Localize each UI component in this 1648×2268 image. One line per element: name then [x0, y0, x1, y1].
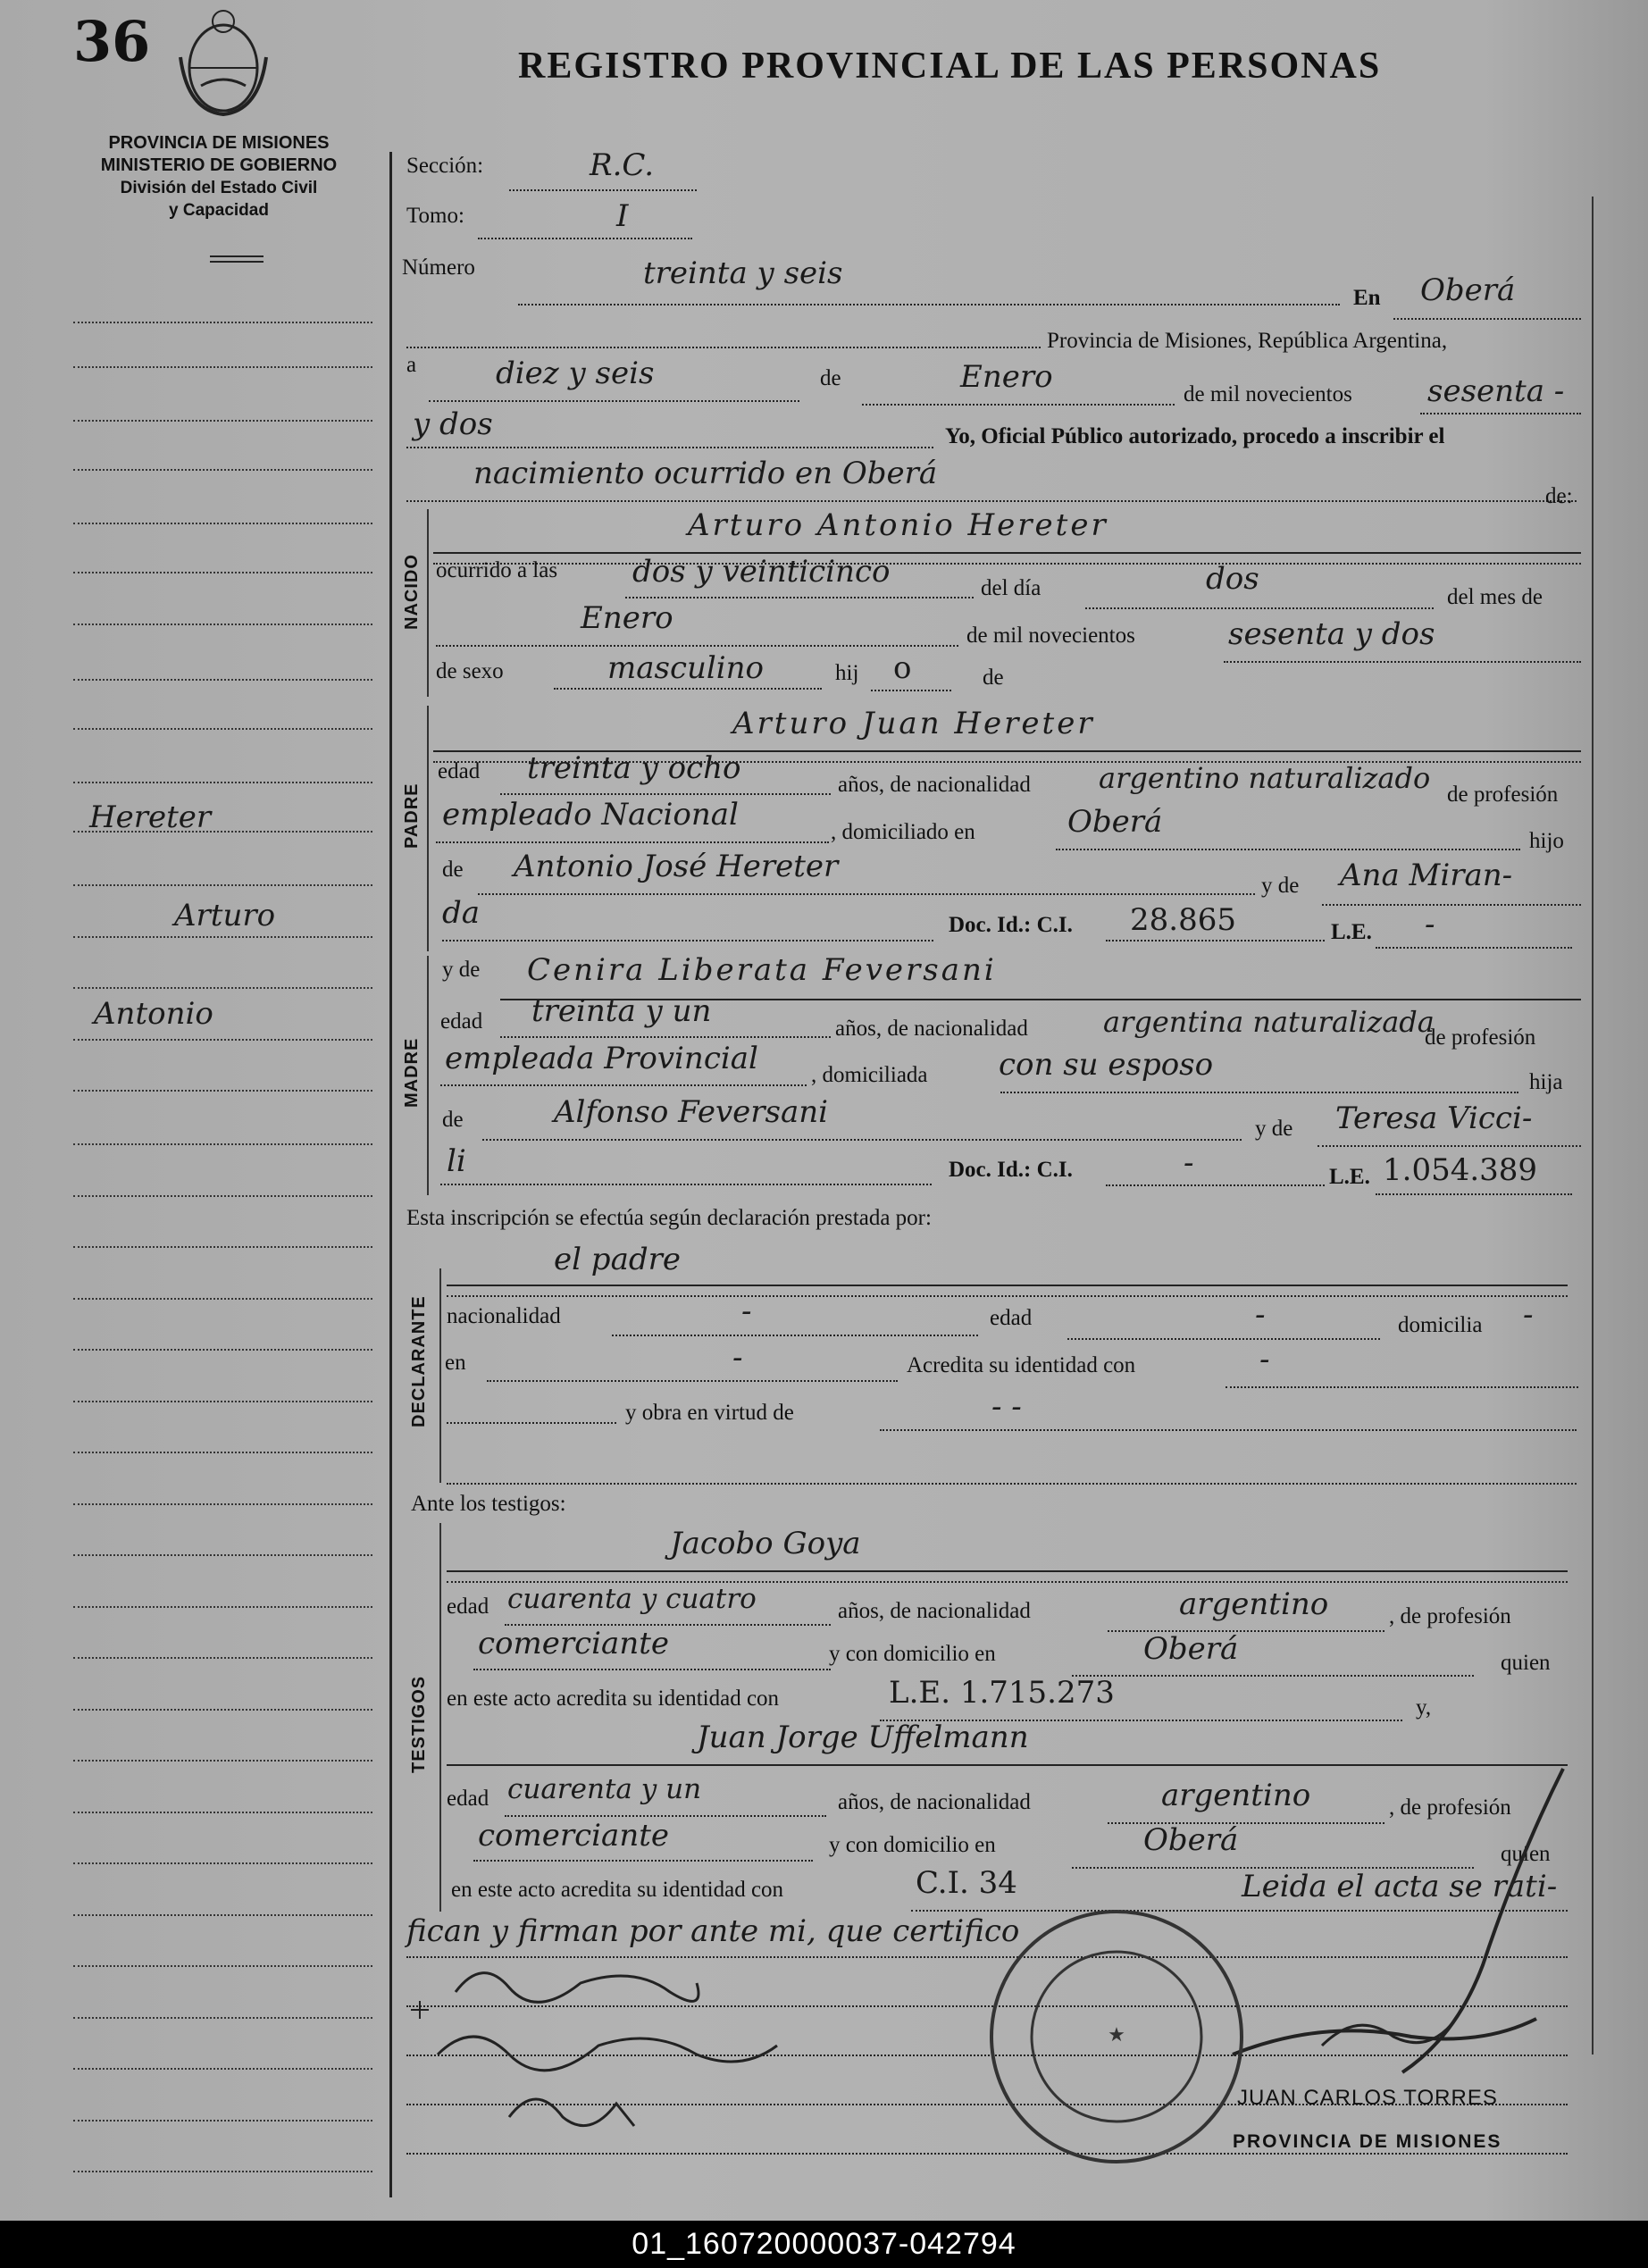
madre-nombre: Cenira Liberata Feversani — [527, 952, 997, 988]
madre-de-label: de — [442, 1108, 464, 1132]
padre-dom-label: , domiciliado en — [831, 820, 975, 844]
testigo2-domicilio: Oberá — [1143, 1822, 1239, 1858]
testigo2-quien-label: quien — [1501, 1842, 1551, 1866]
de-colon-label: de: — [1545, 484, 1573, 508]
acto-value: nacimiento ocurrido en Oberá — [473, 456, 938, 491]
fecha-mes: Enero — [960, 359, 1053, 395]
nacido-mes: Enero — [581, 600, 673, 636]
mil-label: de mil novecientos — [1184, 382, 1352, 406]
section-label-padre: PADRE — [402, 783, 422, 849]
issuing-authority — [63, 132, 375, 222]
madre-nac-label: años, de nacionalidad — [835, 1017, 1028, 1041]
fecha-anio-1: sesenta - — [1427, 373, 1565, 409]
page-number: 36 — [73, 9, 151, 74]
padre-madre-de-2: da — [442, 895, 481, 931]
declarante-acredita-label: Acredita su identidad con — [907, 1353, 1136, 1377]
padre-doc: 28.865 — [1130, 902, 1236, 938]
section-divider — [427, 706, 429, 951]
declarante-intro: Esta inscripción se efectúa según declaración prestada por: — [406, 1206, 932, 1230]
padre-doc-label: Doc. Id.: C.I. — [949, 913, 1073, 937]
padre-domicilio: Oberá — [1067, 804, 1163, 840]
madre-domicilio: con su esposo — [999, 1047, 1214, 1083]
del-dia-label: del día — [981, 576, 1042, 600]
signatures — [402, 1947, 902, 2153]
madre-y-de-label: y de — [442, 958, 481, 982]
madre-le: 1.054.389 — [1383, 1152, 1538, 1188]
section-label-testigos: TESTIGOS — [409, 1675, 429, 1773]
madre-le-label: L.E. — [1329, 1165, 1370, 1189]
form-right-border — [1592, 197, 1594, 2055]
image-caption: 01_160720000037-042794 — [0, 2221, 1648, 2268]
en-value: Oberá — [1420, 272, 1516, 308]
testigo2-prof-label: , de profesión — [1389, 1795, 1511, 1820]
declarante-obra: - - — [991, 1389, 1022, 1425]
del-mes-label: del mes de — [1447, 585, 1543, 609]
fecha-dia: diez y seis — [496, 356, 655, 391]
numero-label: Número — [402, 255, 475, 280]
testigo2-profesion: comerciante — [478, 1818, 669, 1854]
nacido-anio: sesenta y dos — [1228, 616, 1435, 652]
padre-edad-label: edad — [438, 759, 481, 783]
madre-nacionalidad: argentina naturalizada — [1103, 1005, 1435, 1039]
declarante-obra-label: y obra en virtud de — [625, 1401, 794, 1425]
declarante-edad: - — [1255, 1297, 1266, 1333]
declarante-en-value: - — [732, 1340, 743, 1376]
oficial-text: Yo, Oficial Público autorizado, procedo a inscribir el — [945, 424, 1445, 448]
section-label-nacido: NACIDO — [402, 554, 422, 630]
de-label: de — [820, 366, 841, 390]
padre-nac-label: años, de nacionalidad — [838, 773, 1031, 797]
section-label-madre: MADRE — [402, 1037, 422, 1108]
padre-prof-label: de profesión — [1447, 783, 1559, 807]
nacido-de-label: de — [983, 665, 1004, 690]
testigos-intro: Ante los testigos: — [411, 1492, 566, 1516]
official-name: JUAN CARLOS TORRES — [1237, 2086, 1498, 2110]
coat-of-arms-emblem — [170, 4, 277, 120]
testigo2-acr: C.I. 34 — [916, 1865, 1017, 1901]
padre-edad: treinta y ocho — [527, 750, 741, 786]
testigo2-edad-label: edad — [447, 1787, 489, 1811]
a-label: a — [406, 353, 417, 377]
declarante-nacionalidad: - — [741, 1293, 752, 1329]
madre-padre-de: Alfonso Feversani — [554, 1094, 829, 1130]
seccion-label: Sección: — [406, 154, 484, 178]
header-line-4: y Capacidad — [169, 201, 269, 220]
madre-edad-label: edad — [440, 1009, 483, 1034]
official-round-seal-stamp — [983, 1903, 1251, 2171]
padre-hijo-label: hijo — [1529, 829, 1564, 853]
testigo1-edad-label: edad — [447, 1594, 489, 1619]
fecha-anio-2: y dos — [413, 406, 493, 442]
testigo1-nacionalidad: argentino — [1179, 1586, 1329, 1622]
section-divider — [427, 509, 429, 697]
testigo1-domicilio: Oberá — [1143, 1631, 1239, 1667]
testigo2-dom-label: y con domicilio en — [829, 1833, 996, 1857]
declarante-acredita: - — [1259, 1342, 1270, 1377]
testigo2-nac-label: años, de nacionalidad — [838, 1790, 1031, 1814]
header-underline-2 — [210, 261, 264, 263]
testigo1-acr-label: en este acto acredita su identidad con — [447, 1686, 780, 1711]
testigo2-nombre: Juan Jorge Uffelmann — [697, 1720, 1029, 1755]
testigo1-profesion: comerciante — [478, 1626, 669, 1661]
province-text: Provincia de Misiones, República Argentina, — [1047, 329, 1448, 353]
declarante-nombre: el padre — [554, 1242, 681, 1277]
acta-continuation-1: Leida el acta se rati- — [1242, 1869, 1558, 1904]
padre-y-de-label: y de — [1261, 874, 1300, 898]
hij-label: hij — [835, 661, 859, 685]
form-left-border — [389, 152, 392, 2197]
tomo-value: I — [616, 198, 629, 234]
madre-edad: treinta y un — [531, 993, 712, 1029]
madre-madre-de-1: Teresa Vicci- — [1335, 1101, 1533, 1136]
document-title: REGISTRO PROVINCIAL DE LAS PERSONAS — [518, 46, 1382, 87]
madre-dom-label: , domiciliada — [811, 1063, 928, 1087]
header-line-1: PROVINCIA DE MISIONES — [108, 133, 330, 153]
testigo1-y-label: y, — [1416, 1695, 1432, 1720]
header-line-2: MINISTERIO DE GOBIERNO — [100, 155, 338, 175]
padre-nacionalidad: argentino naturalizado — [1099, 761, 1431, 795]
testigo1-nombre: Jacobo Goya — [670, 1526, 861, 1561]
seccion-value: R.C. — [590, 147, 655, 183]
padre-padre-de: Antonio José Hereter — [514, 849, 839, 884]
margin-second-name: Antonio — [94, 996, 213, 1032]
section-divider — [439, 1523, 441, 1912]
padre-de-label: de — [442, 858, 464, 882]
svg-text:★: ★ — [1108, 2024, 1125, 2046]
madre-doc: - — [1184, 1145, 1194, 1181]
official-title: PROVINCIA DE MISIONES — [1233, 2131, 1502, 2152]
madre-y-de2-label: y de — [1255, 1117, 1293, 1141]
section-label-declarante: DECLARANTE — [409, 1295, 429, 1427]
testigo1-dom-label: y con domicilio en — [829, 1642, 996, 1666]
acta-continuation-2: fican y firman por ante mi, que certifico — [406, 1913, 1020, 1949]
padre-nombre: Arturo Juan Hereter — [732, 706, 1095, 741]
testigo1-quien-label: quien — [1501, 1651, 1551, 1675]
sexo-label: de sexo — [436, 659, 504, 683]
ocurrido-label: ocurrido a las — [436, 558, 558, 582]
padre-madre-de-1: Ana Miran- — [1340, 858, 1513, 893]
padre-le-label: L.E. — [1331, 920, 1372, 944]
margin-first-name: Arturo — [174, 898, 276, 933]
declarante-en-label: en — [445, 1351, 466, 1375]
official-signature — [1215, 1751, 1590, 2126]
header-underline — [210, 255, 264, 257]
declarante-domicilio: - — [1523, 1297, 1534, 1333]
nacido-nombre: Arturo Antonio Hereter — [688, 507, 1108, 543]
padre-le: - — [1425, 907, 1435, 942]
declarante-nac-label: nacionalidad — [447, 1304, 561, 1328]
en-label: En — [1353, 286, 1381, 310]
testigo1-edad: cuarenta y cuatro — [507, 1583, 757, 1615]
padre-profesion: empleado Nacional — [442, 797, 739, 833]
declarante-edad-label: edad — [990, 1306, 1033, 1330]
numero-value: treinta y seis — [643, 255, 843, 291]
testigo1-nac-label: años, de nacionalidad — [838, 1599, 1031, 1623]
testigo2-acr-label: en este acto acredita su identidad con — [451, 1878, 784, 1902]
nacido-dia: dos — [1206, 561, 1259, 597]
testigo2-nacionalidad: argentino — [1161, 1778, 1311, 1813]
margin-surname: Hereter — [89, 799, 212, 835]
nacido-hij: o — [893, 650, 912, 686]
testigo1-prof-label: , de profesión — [1389, 1604, 1511, 1628]
madre-hija-label: hija — [1529, 1070, 1563, 1094]
declarante-dom-label: domicilia — [1398, 1313, 1483, 1337]
nacido-hora: dos y veinticinco — [632, 554, 891, 590]
section-divider — [439, 1268, 441, 1483]
tomo-label: Tomo: — [406, 204, 464, 228]
section-divider — [427, 956, 429, 1195]
header-line-3: División del Estado Civil — [120, 179, 318, 197]
testigo1-acr: L.E. 1.715.273 — [889, 1675, 1115, 1711]
madre-madre-de-2: li — [447, 1143, 466, 1179]
nacido-sexo: masculino — [607, 650, 765, 686]
madre-profesion: empleada Provincial — [445, 1041, 758, 1076]
madre-doc-label: Doc. Id.: C.I. — [949, 1158, 1073, 1182]
madre-prof-label: de profesión — [1425, 1025, 1536, 1050]
testigo2-edad: cuarenta y un — [507, 1773, 702, 1805]
nacido-mil-label: de mil novecientos — [966, 623, 1135, 648]
